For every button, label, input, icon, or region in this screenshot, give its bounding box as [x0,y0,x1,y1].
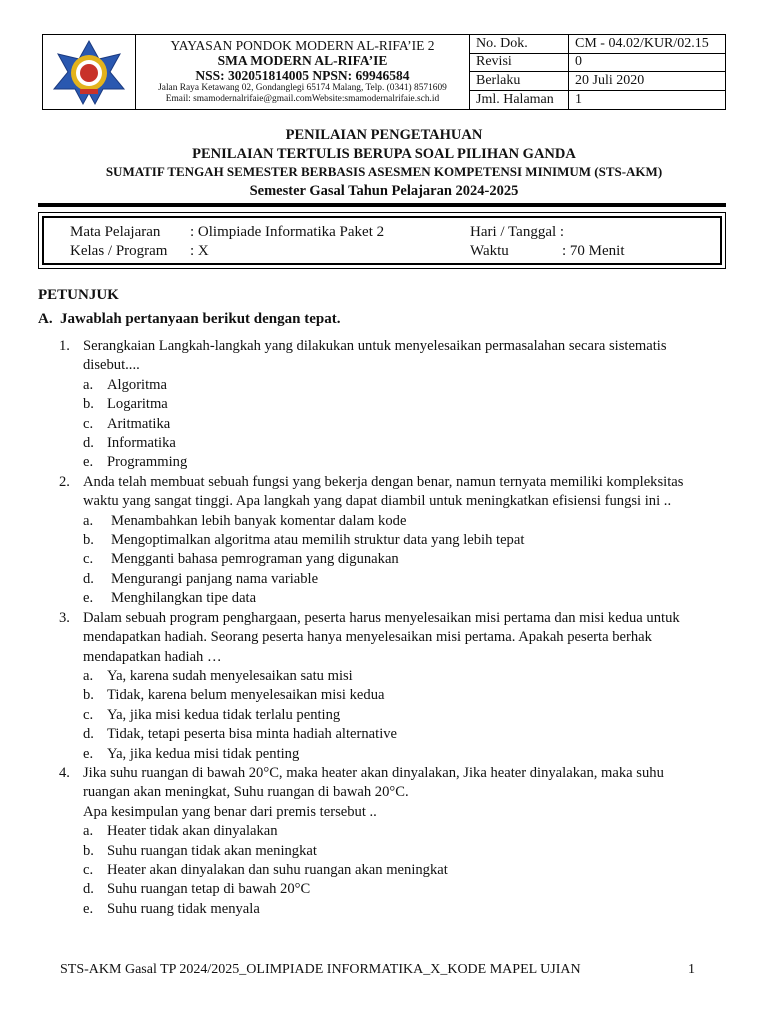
answer-option[interactable]: d. Tidak, tetapi peserta bisa minta hadiah alternative [83,726,398,743]
answer-option[interactable]: a. Menambahkan lebih banyak komentar dalam kode [83,512,407,529]
answer-option[interactable]: e. Suhu ruang tidak menyala [83,900,260,917]
school-name: SMA MODERN AL-RIFA’IE [217,53,388,68]
section-label: A. [38,311,53,327]
question-text: mendapatkan hadiah. Seorang peserta hanya menyelesaikan misi pertama. Apakah peserta berhak [83,629,652,646]
title-2: PENILAIAN TERTULIS BERUPA SOAL PILIHAN GANDA [192,145,576,162]
document-meta [470,35,725,109]
document-header [42,34,726,110]
answer-option[interactable]: a. Heater tidak akan dinyalakan [83,823,278,840]
school-contact: Email: smamodernalrifaie@gmail.comWebsite:smamodernalrifaie.sch.id [165,94,440,104]
meta-value: 20 Juli 2020 [569,72,725,91]
page-footer: STS-AKM Gasal TP 2024/2025_OLIMPIADE INFORMATIKA_X_KODE MAPEL UJIAN [60,962,581,977]
answer-option[interactable]: e. Menghilangkan tipe data [83,590,257,607]
question-1 [38,337,728,473]
foundation-name: YAYASAN PONDOK MODERN AL-RIFA’IE 2 [170,38,435,53]
question-text: mendapatkan hadiah … [83,648,222,665]
question-text: Apa kesimpulan yang benar dari premis tersebut .. [83,803,377,820]
question-number: 1. [59,338,70,354]
class-label: Kelas / Program [70,243,168,259]
question-text: waktu yang sangat tinggi. Apa langkah yang dapat diambil untuk meningkatkan efisiensi fungsi ini .. [83,493,672,510]
answer-option[interactable]: d. Mengurangi panjang nama variable [83,570,319,587]
title-1: PENILAIAN PENGETAHUAN [285,127,483,143]
question-text: ruangan akan meningkat, Suhu ruangan di bawah 20°C. [83,784,409,801]
questions-body [38,287,728,919]
document-titles [0,126,768,200]
question-number: 3. [59,609,70,626]
school-address: Jalan Raya Ketawang 02, Gondanglegi 65174 Malang, Telp. (0341) 8571609 [158,83,447,93]
answer-option[interactable]: b. Tidak, karena belum menyelesaikan misi kedua [83,687,385,704]
answer-option[interactable]: c. Ya, jika misi kedua tidak terlalu penting [83,706,341,723]
title-4: Semester Gasal Tahun Pelajaran 2024-2025 [249,182,519,199]
time-value: : 70 Menit [562,243,625,259]
answer-option[interactable]: e. Ya, jika kedua misi tidak penting [83,745,300,762]
answer-option[interactable]: b. Logaritma [83,396,168,413]
subject-value: : Olimpiade Informatika Paket 2 [190,224,385,240]
question-4 [38,764,728,919]
meta-value: 1 [575,91,582,107]
date-label: Hari / Tanggal : [470,224,565,240]
meta-label: No. Dok. [470,35,569,54]
question-3 [38,609,728,764]
meta-label: Jml. Halaman [470,91,569,110]
subject-label: Mata Pelajaran [70,224,161,240]
question-text: Anda telah membuat sebuah fungsi yang bekerja dengan benar, namun ternyata memiliki kompleksitas [83,473,684,490]
answer-option[interactable]: c. Heater akan dinyalakan dan suhu ruangan akan meningkat [83,861,448,878]
answer-option[interactable]: d. Suhu ruangan tetap di bawah 20°C [83,881,311,898]
section-text: Jawablah pertanyaan berikut dengan tepat. [60,311,341,327]
meta-label: Berlaku [470,72,569,91]
question-text: Jika suhu ruangan di bawah 20°C, maka heater akan dinyalakan, Jika heater dinyalakan, maka suhu [83,764,664,781]
answer-option[interactable]: a. Algoritma [83,376,167,393]
question-text: Serangkaian Langkah-langkah yang dilakukan untuk menyelesaikan permasalahan secara sistematis [83,338,667,354]
answer-option[interactable]: d. Informatika [83,435,176,452]
answer-option[interactable]: b. Mengoptimalkan algoritma atau memilih struktur data yang lebih tepat [83,532,525,549]
divider [38,203,726,207]
question-text: disebut.... [83,357,140,374]
question-number: 4. [59,764,70,781]
school-logo [43,35,136,109]
answer-option[interactable]: e. Programming [83,454,188,471]
school-emblem-icon [46,37,132,107]
meta-label: Revisi [470,54,569,73]
question-number: 2. [59,473,70,490]
title-3: SUMATIF TENGAH SEMESTER BERBASIS ASESMEN KOMPETENSI MINIMUM (STS-AKM) [105,164,663,179]
answer-option[interactable]: a. Ya, karena sudah menyelesaikan satu misi [83,667,353,684]
section-heading [38,311,728,337]
answer-option[interactable]: b. Suhu ruangan tidak akan meningkat [83,842,317,859]
class-value: : X [190,243,209,259]
question-2 [38,473,728,609]
meta-value: 0 [569,54,725,73]
exam-info-box [38,212,726,269]
page-number: 1 [688,962,695,977]
school-ids: NSS: 302051814005 NPSN: 69946584 [195,68,410,83]
institution-block [136,35,470,109]
meta-value: CM - 04.02/KUR/02.15 [569,35,725,54]
answer-option[interactable]: c. Aritmatika [83,415,171,432]
time-label: Waktu [470,243,509,259]
answer-option[interactable]: c. Mengganti bahasa pemrograman yang digunakan [83,551,399,568]
question-text: Dalam sebuah program penghargaan, peserta harus menyelesaikan misi pertama dan misi kedua untuk [83,609,680,626]
instructions-heading: PETUNJUK [38,287,119,303]
